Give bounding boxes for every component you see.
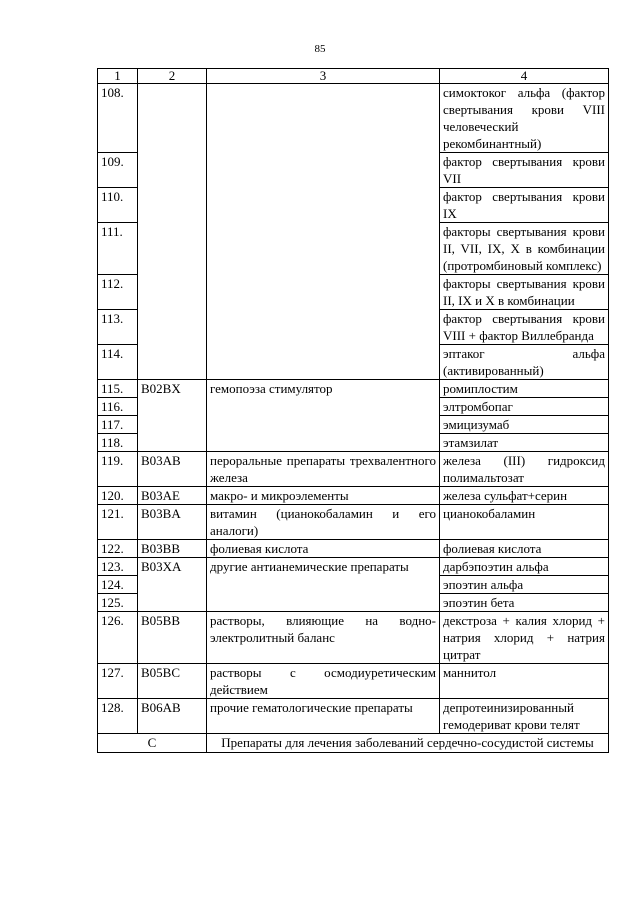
row-number: 128. [98, 699, 138, 734]
row-number: 108. [98, 84, 138, 153]
row-number: 109. [98, 153, 138, 188]
drug-name: симоктоког альфа (фактор свертывания крови VIII человеческий рекомбинантный) [440, 84, 609, 153]
drug-name: эптаког альфа (активированный) [440, 345, 609, 380]
drug-name: декстроза + калия хлорид + натрия хлорид + натрия цитрат [440, 612, 609, 664]
group-name: макро- и микроэлементы [207, 487, 440, 505]
drug-name: дарбэпоэтин альфа [440, 558, 609, 576]
table-row [98, 380, 609, 398]
page-number: 85 [314, 43, 326, 55]
row-number: 111. [98, 223, 138, 275]
drug-name: маннитол [440, 664, 609, 699]
group-name: растворы, влияющие на водно-электролитный баланс [207, 612, 440, 664]
drug-name: факторы свертывания крови II, IX и X в комбинации [440, 275, 609, 310]
drug-name: ромиплостим [440, 380, 609, 398]
drug-list-table [97, 68, 609, 753]
table-row [98, 558, 609, 576]
row-number: 115. [98, 380, 138, 398]
drug-name: фактор свертывания крови IX [440, 188, 609, 223]
group-name: пероральные препараты трехвалентного железа [207, 452, 440, 487]
drug-name: фактор свертывания крови VII [440, 153, 609, 188]
group-name: другие антианемические препараты [207, 558, 440, 612]
drug-name: фолиевая кислота [440, 540, 609, 558]
row-number: 110. [98, 188, 138, 223]
group-name: растворы с осмодиуретическим действием [207, 664, 440, 699]
header-col-3: 3 [207, 69, 440, 84]
row-number: 123. [98, 558, 138, 576]
table-row [98, 505, 609, 540]
drug-name: эпоэтин бета [440, 594, 609, 612]
drug-name: эмицизумаб [440, 416, 609, 434]
table-row [98, 452, 609, 487]
row-number: 121. [98, 505, 138, 540]
drug-name: фактор свертывания крови VIII + фактор Виллебранда [440, 310, 609, 345]
row-number: 117. [98, 416, 138, 434]
drug-name: факторы свертывания крови II, VII, IX, X в комбинации (протромбиновый комплекс) [440, 223, 609, 275]
drug-name: железа сульфат+серин [440, 487, 609, 505]
row-number: 126. [98, 612, 138, 664]
row-number: 113. [98, 310, 138, 345]
atc-code: B03XA [138, 558, 207, 612]
row-number: 114. [98, 345, 138, 380]
header-col-2: 2 [138, 69, 207, 84]
table-row [98, 664, 609, 699]
atc-code: B05BC [138, 664, 207, 699]
atc-code: B03BB [138, 540, 207, 558]
row-number: 122. [98, 540, 138, 558]
drug-name: железа (III) гидроксид полимальтозат [440, 452, 609, 487]
drug-name: депротеинизированный гемодериват крови телят [440, 699, 609, 734]
section-row [98, 734, 609, 753]
table-row [98, 540, 609, 558]
table-row [98, 84, 609, 153]
header-col-1: 1 [98, 69, 138, 84]
group-name: гемопоэза стимулятор [207, 380, 440, 452]
row-number: 125. [98, 594, 138, 612]
section-code: C [98, 734, 207, 753]
drug-name: цианокобаламин [440, 505, 609, 540]
table-row [98, 487, 609, 505]
table-header-row [98, 69, 609, 84]
group-name-cell [207, 84, 440, 380]
atc-code: B03AE [138, 487, 207, 505]
header-col-4: 4 [440, 69, 609, 84]
drug-name: элтромбопаг [440, 398, 609, 416]
table-row [98, 699, 609, 734]
group-name: прочие гематологические препараты [207, 699, 440, 734]
row-number: 116. [98, 398, 138, 416]
atc-code: B03BA [138, 505, 207, 540]
drug-name: этамзилат [440, 434, 609, 452]
group-name: фолиевая кислота [207, 540, 440, 558]
group-name: витамин (цианокобаламин и его аналоги) [207, 505, 440, 540]
drug-name: эпоэтин альфа [440, 576, 609, 594]
atc-code: B03AB [138, 452, 207, 487]
atc-code-cell [138, 84, 207, 380]
row-number: 124. [98, 576, 138, 594]
row-number: 112. [98, 275, 138, 310]
atc-code: B06AB [138, 699, 207, 734]
atc-code: B05BB [138, 612, 207, 664]
row-number: 127. [98, 664, 138, 699]
section-title: Препараты для лечения заболеваний сердечно-сосудистой системы [207, 734, 609, 753]
table-row [98, 612, 609, 664]
atc-code: B02BX [138, 380, 207, 452]
row-number: 120. [98, 487, 138, 505]
row-number: 118. [98, 434, 138, 452]
row-number: 119. [98, 452, 138, 487]
